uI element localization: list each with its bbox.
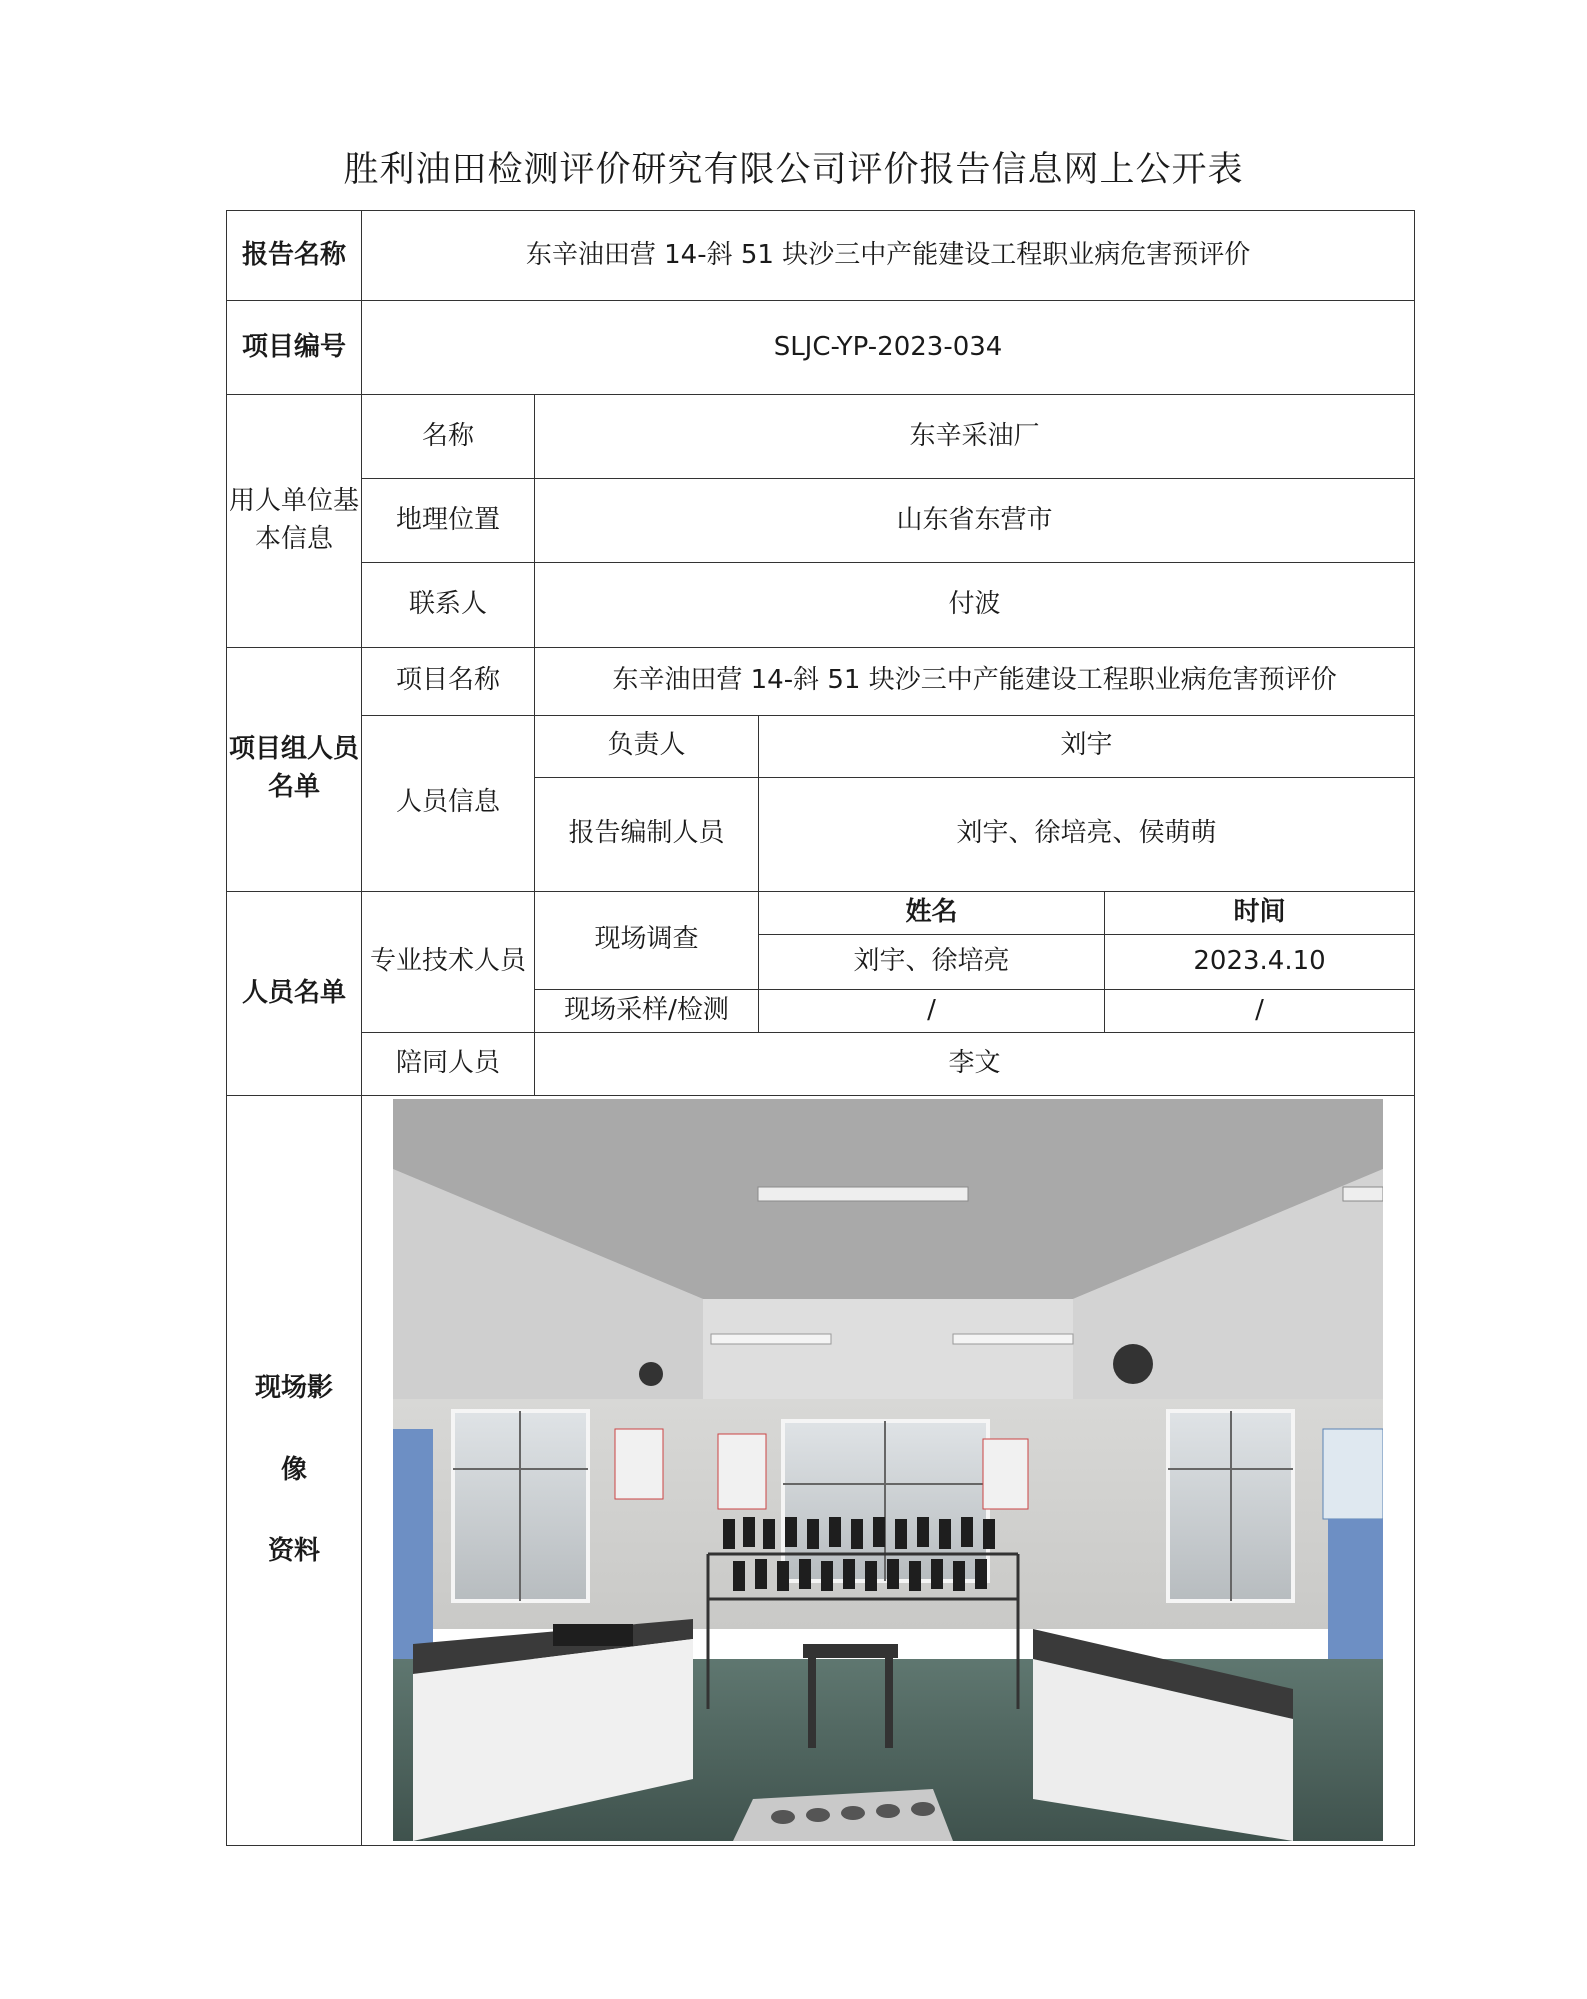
team-section-label: 项目组人员名单 bbox=[227, 647, 362, 891]
employer-contact-value: 付波 bbox=[535, 563, 1415, 647]
staff-section-label: 人员名单 bbox=[227, 891, 362, 1095]
survey-date: 2023.4.10 bbox=[1105, 934, 1415, 989]
survey-names: 刘宇、徐培亮 bbox=[759, 934, 1105, 989]
employer-contact-label: 联系人 bbox=[362, 563, 535, 647]
team-project-name-label: 项目名称 bbox=[362, 647, 535, 715]
team-lead-value: 刘宇 bbox=[759, 715, 1415, 777]
employer-location-value: 山东省东营市 bbox=[535, 479, 1415, 563]
page-title: 胜利油田检测评价研究有限公司评价报告信息网上公开表 bbox=[343, 150, 1244, 190]
employer-name-value: 东辛采油厂 bbox=[535, 395, 1415, 479]
col-name-header: 姓名 bbox=[759, 891, 1105, 934]
disclosure-table bbox=[226, 210, 1415, 1846]
col-time-header: 时间 bbox=[1105, 891, 1415, 934]
site-media-label bbox=[227, 1095, 362, 1845]
site-media-label-line2: 像 bbox=[280, 1454, 307, 1485]
report-name-value: 东辛油田营 14-斜 51 块沙三中产能建设工程职业病危害预评价 bbox=[362, 211, 1415, 301]
employer-section-label: 用人单位基本信息 bbox=[227, 395, 362, 647]
employer-location-label: 地理位置 bbox=[362, 479, 535, 563]
team-personnel-label: 人员信息 bbox=[362, 715, 535, 891]
site-photo-cell bbox=[362, 1095, 1415, 1845]
project-code-label: 项目编号 bbox=[227, 301, 362, 395]
team-project-name-value: 东辛油田营 14-斜 51 块沙三中产能建设工程职业病危害预评价 bbox=[535, 647, 1415, 715]
tech-staff-label: 专业技术人员 bbox=[362, 891, 535, 1032]
sampling-date: / bbox=[1105, 989, 1415, 1032]
survey-label: 现场调查 bbox=[535, 891, 759, 989]
team-authors-label: 报告编制人员 bbox=[535, 777, 759, 891]
site-media-label-line1: 现场影 bbox=[254, 1372, 333, 1403]
team-lead-label: 负责人 bbox=[535, 715, 759, 777]
report-name-label: 报告名称 bbox=[227, 211, 362, 301]
project-code-value: SLJC-YP-2023-034 bbox=[362, 301, 1415, 395]
sampling-names: / bbox=[759, 989, 1105, 1032]
employer-name-label: 名称 bbox=[362, 395, 535, 479]
sampling-label: 现场采样/检测 bbox=[535, 989, 759, 1032]
site-media-label-line3: 资料 bbox=[267, 1536, 320, 1567]
team-authors-value: 刘宇、徐培亮、侯萌萌 bbox=[759, 777, 1415, 891]
accompany-label: 陪同人员 bbox=[362, 1032, 535, 1095]
accompany-value: 李文 bbox=[535, 1032, 1415, 1095]
site-photo bbox=[393, 1099, 1383, 1841]
